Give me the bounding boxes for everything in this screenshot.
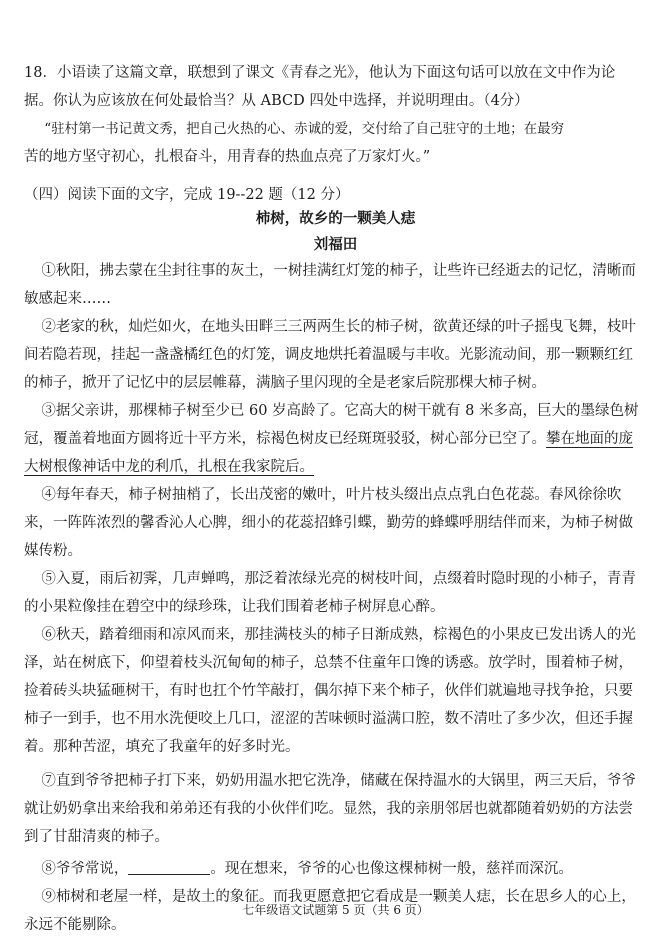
article-body [24, 257, 646, 939]
paragraph-2: ②老家的秋，灿烂如火，在地头田畔三三两两生长的柿子树，欲黄还绿的叶子摇曳飞舞，枝叶间若隐若现，挂起一盏盏橘红色的灯笼，调皮地烘托着温暖与丰收。光影流动间，那一颗颗红红的柿子，掀开了记忆中的层层帷幕，满脑子里闪现的全是老家后院那棵大柿子树。 [24, 319, 636, 391]
question-18-quote-line-2: 苦的地方坚守初心，扎根奋斗，用青春的热血点亮了万家灯火。” [24, 149, 431, 165]
paragraph-1: ①秋阳，拂去蒙在尘封往事的灰土，一树挂满红灯笼的柿子，让些许已经逝去的记忆，清晰而敏感起来…… [24, 263, 636, 307]
paragraph-3-underlined-sentence: 攀在地面的庞大树根像神话中龙的利爪，扎根在我家院后。 [24, 431, 633, 475]
question-18 [24, 59, 636, 171]
question-18-line-1: 18．小语读了这篇文章，联想到了课文《青春之光》，他认为下面这句话可以放在文中作为论 [24, 65, 616, 81]
article-title: 柿树，故乡的一颗美人痣 [255, 210, 416, 227]
paragraph-3-text: ③据父亲讲，那棵柿子树至少已 60 岁高龄了。它高大的树干就有 8 米多高，巨大的墨绿色树冠，覆盖着地面方圆将近十平方米，棕褐色树皮已经斑斑驳驳，树心部分已空了。 [24, 403, 639, 447]
paragraph-4: ④每年春天，柿子树抽梢了，长出茂密的嫩叶，叶片枝头缀出点点乳白色花蕊。春风徐徐吹来，一阵阵浓烈的馨香沁人心脾，细小的花蕊招蜂引蝶，勤劳的蜂蝶呼朋结伴而来，为柿子树做媒传粉。 [24, 487, 633, 559]
paragraph-3 [24, 397, 646, 481]
paragraph-6: ⑥秋天，踏着细雨和凉风而来，那挂满枝头的柿子日渐成熟，棕褐色的小果皮已发出诱人的光泽，站在树底下，仰望着枝头沉甸甸的柿子，总禁不住童年口馋的诱惑。放学时，围着柿子树，捡着砖头块猛砸树干，有时也扛个竹竿敲打，偶尔掉下来个柿子，伙伴们就遍地寻找争抢，只要柿子一到手，也不用水洗便咬上几口，涩涩的苦味顿时溢满口腔，数不清吐了多少次，但还手握着。那种苦涩，填充了我童年的好多时光。 [24, 627, 636, 755]
paragraph-9: ⑨柿树和老屋一样，是故土的象征。而我更愿意把它看成是一颗美人痣，长在思乡人的心上，永远不能剔除。 [24, 889, 636, 933]
paragraph-7: ⑦直到爷爷把柿子打下来，奶奶用温水把它洗净，储藏在保持温水的大锅里，两三天后，爷爷就让奶奶拿出来给我和弟弟还有我的小伙伴们吃。显然，我的亲朋邻居也就都随着奶奶的方法尝到了甘甜清爽的柿子。 [24, 773, 636, 845]
paragraph-8-end: 。现在想来，爷爷的心也像这棵柿树一般，慈祥而深沉。 [210, 861, 573, 877]
paragraph-8 [24, 855, 646, 883]
fill-in-blank [128, 858, 210, 875]
article-author: 刘福田 [313, 236, 358, 253]
paragraph-8-start: ⑧爷爷常说， [41, 861, 129, 877]
question-18-quote-line-1: “驻村第一书记黄文秀，把自己火热的心、赤诚的爱，交付给了自己驻守的土地；在最穷 [44, 121, 565, 137]
paragraph-5: ⑤入夏，雨后初霁，几声蝉鸣，那泛着浓绿光亮的树枝叶间，点缀着时隐时现的小柿子，青青的小果粒像挂在碧空中的绿珍珠，让我们围着老柿子树屏息心醉。 [24, 571, 636, 615]
section-4-heading: （四）阅读下面的文字，完成 19--22 题（12 分） [24, 187, 350, 203]
page-footer: 七年级语文试题第 5 页（共 6 页） [242, 903, 429, 917]
question-18-line-2: 据。你认为应该放在何处最恰当？从 ABCD 四处中选择，并说明理由。（4分） [24, 93, 529, 109]
